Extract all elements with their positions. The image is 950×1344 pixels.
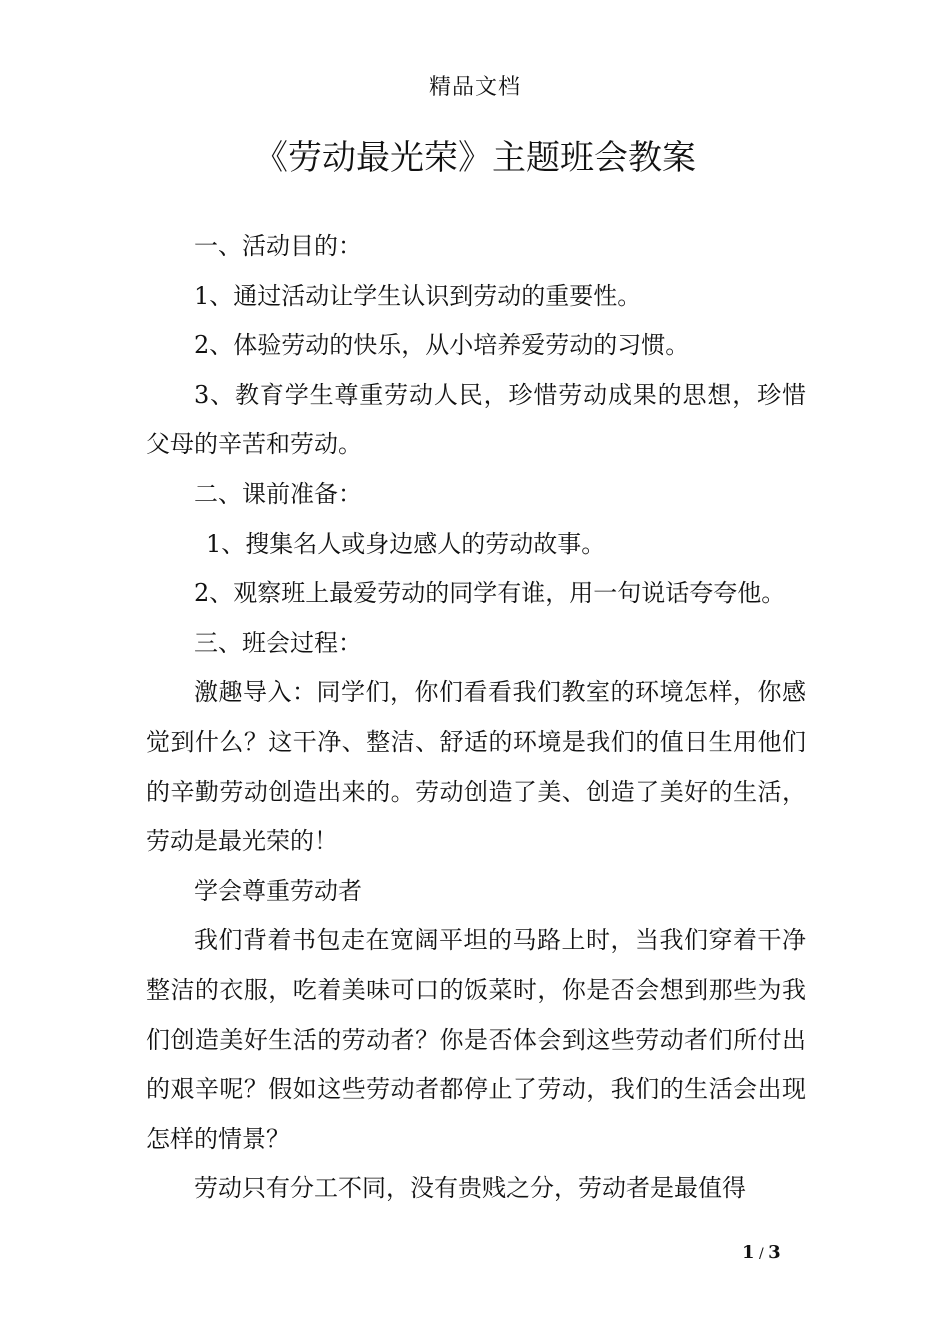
preparation-2: 2、观察班上最爱劳动的同学有谁，用一句说话夸夸他。 — [194, 579, 786, 608]
objective-2: 2、体验劳动的快乐，从小培养爱劳动的习惯。 — [194, 331, 690, 360]
page-separator: / — [754, 1246, 769, 1262]
respect-paragraph: 我们背着书包走在宽阔平坦的马路上时，当我们穿着干净整洁的衣服，吃着美味可口的饭菜时，你是否会想到那些为我们创造美好生活的劳动者？你是否体会到这些劳动者们所付出的艰辛呢？假如这些劳动者都停止了劳动，我们的生活会出现怎样的情景？ — [146, 926, 806, 1153]
document-body — [146, 222, 806, 1214]
section-heading-objectives: 一、活动目的： — [194, 232, 362, 260]
section-heading-preparation: 二、课前准备： — [194, 479, 362, 508]
objective-3: 3、教育学生尊重劳动人民，珍惜劳动成果的思想，珍惜父母的辛苦和劳动。 — [146, 380, 806, 459]
page-current: 1 — [742, 1242, 755, 1263]
section-heading-process: 三、班会过程： — [194, 628, 362, 657]
objective-1: 1、通过活动让学生认识到劳动的重要性。 — [194, 281, 642, 310]
subheading-respect-workers: 学会尊重劳动者 — [194, 876, 362, 905]
page-total: 3 — [768, 1242, 781, 1263]
page-number — [742, 1242, 781, 1263]
closing-paragraph: 劳动只有分工不同，没有贵贱之分，劳动者是最值得 — [194, 1174, 746, 1203]
preparation-1: 1、搜集名人或身边感人的劳动故事。 — [206, 529, 606, 558]
intro-paragraph: 激趣导入：同学们，你们看看我们教室的环境怎样，你感觉到什么？这干净、整洁、舒适的环境是我们的值日生用他们的辛勤劳动创造出来的。劳动创造了美、创造了美好的生活，劳动是最光荣的！ — [146, 678, 806, 856]
page-header: 精品文档 — [428, 75, 521, 100]
document-title: 《劳动最光荣》主题班会教案 — [254, 138, 696, 178]
